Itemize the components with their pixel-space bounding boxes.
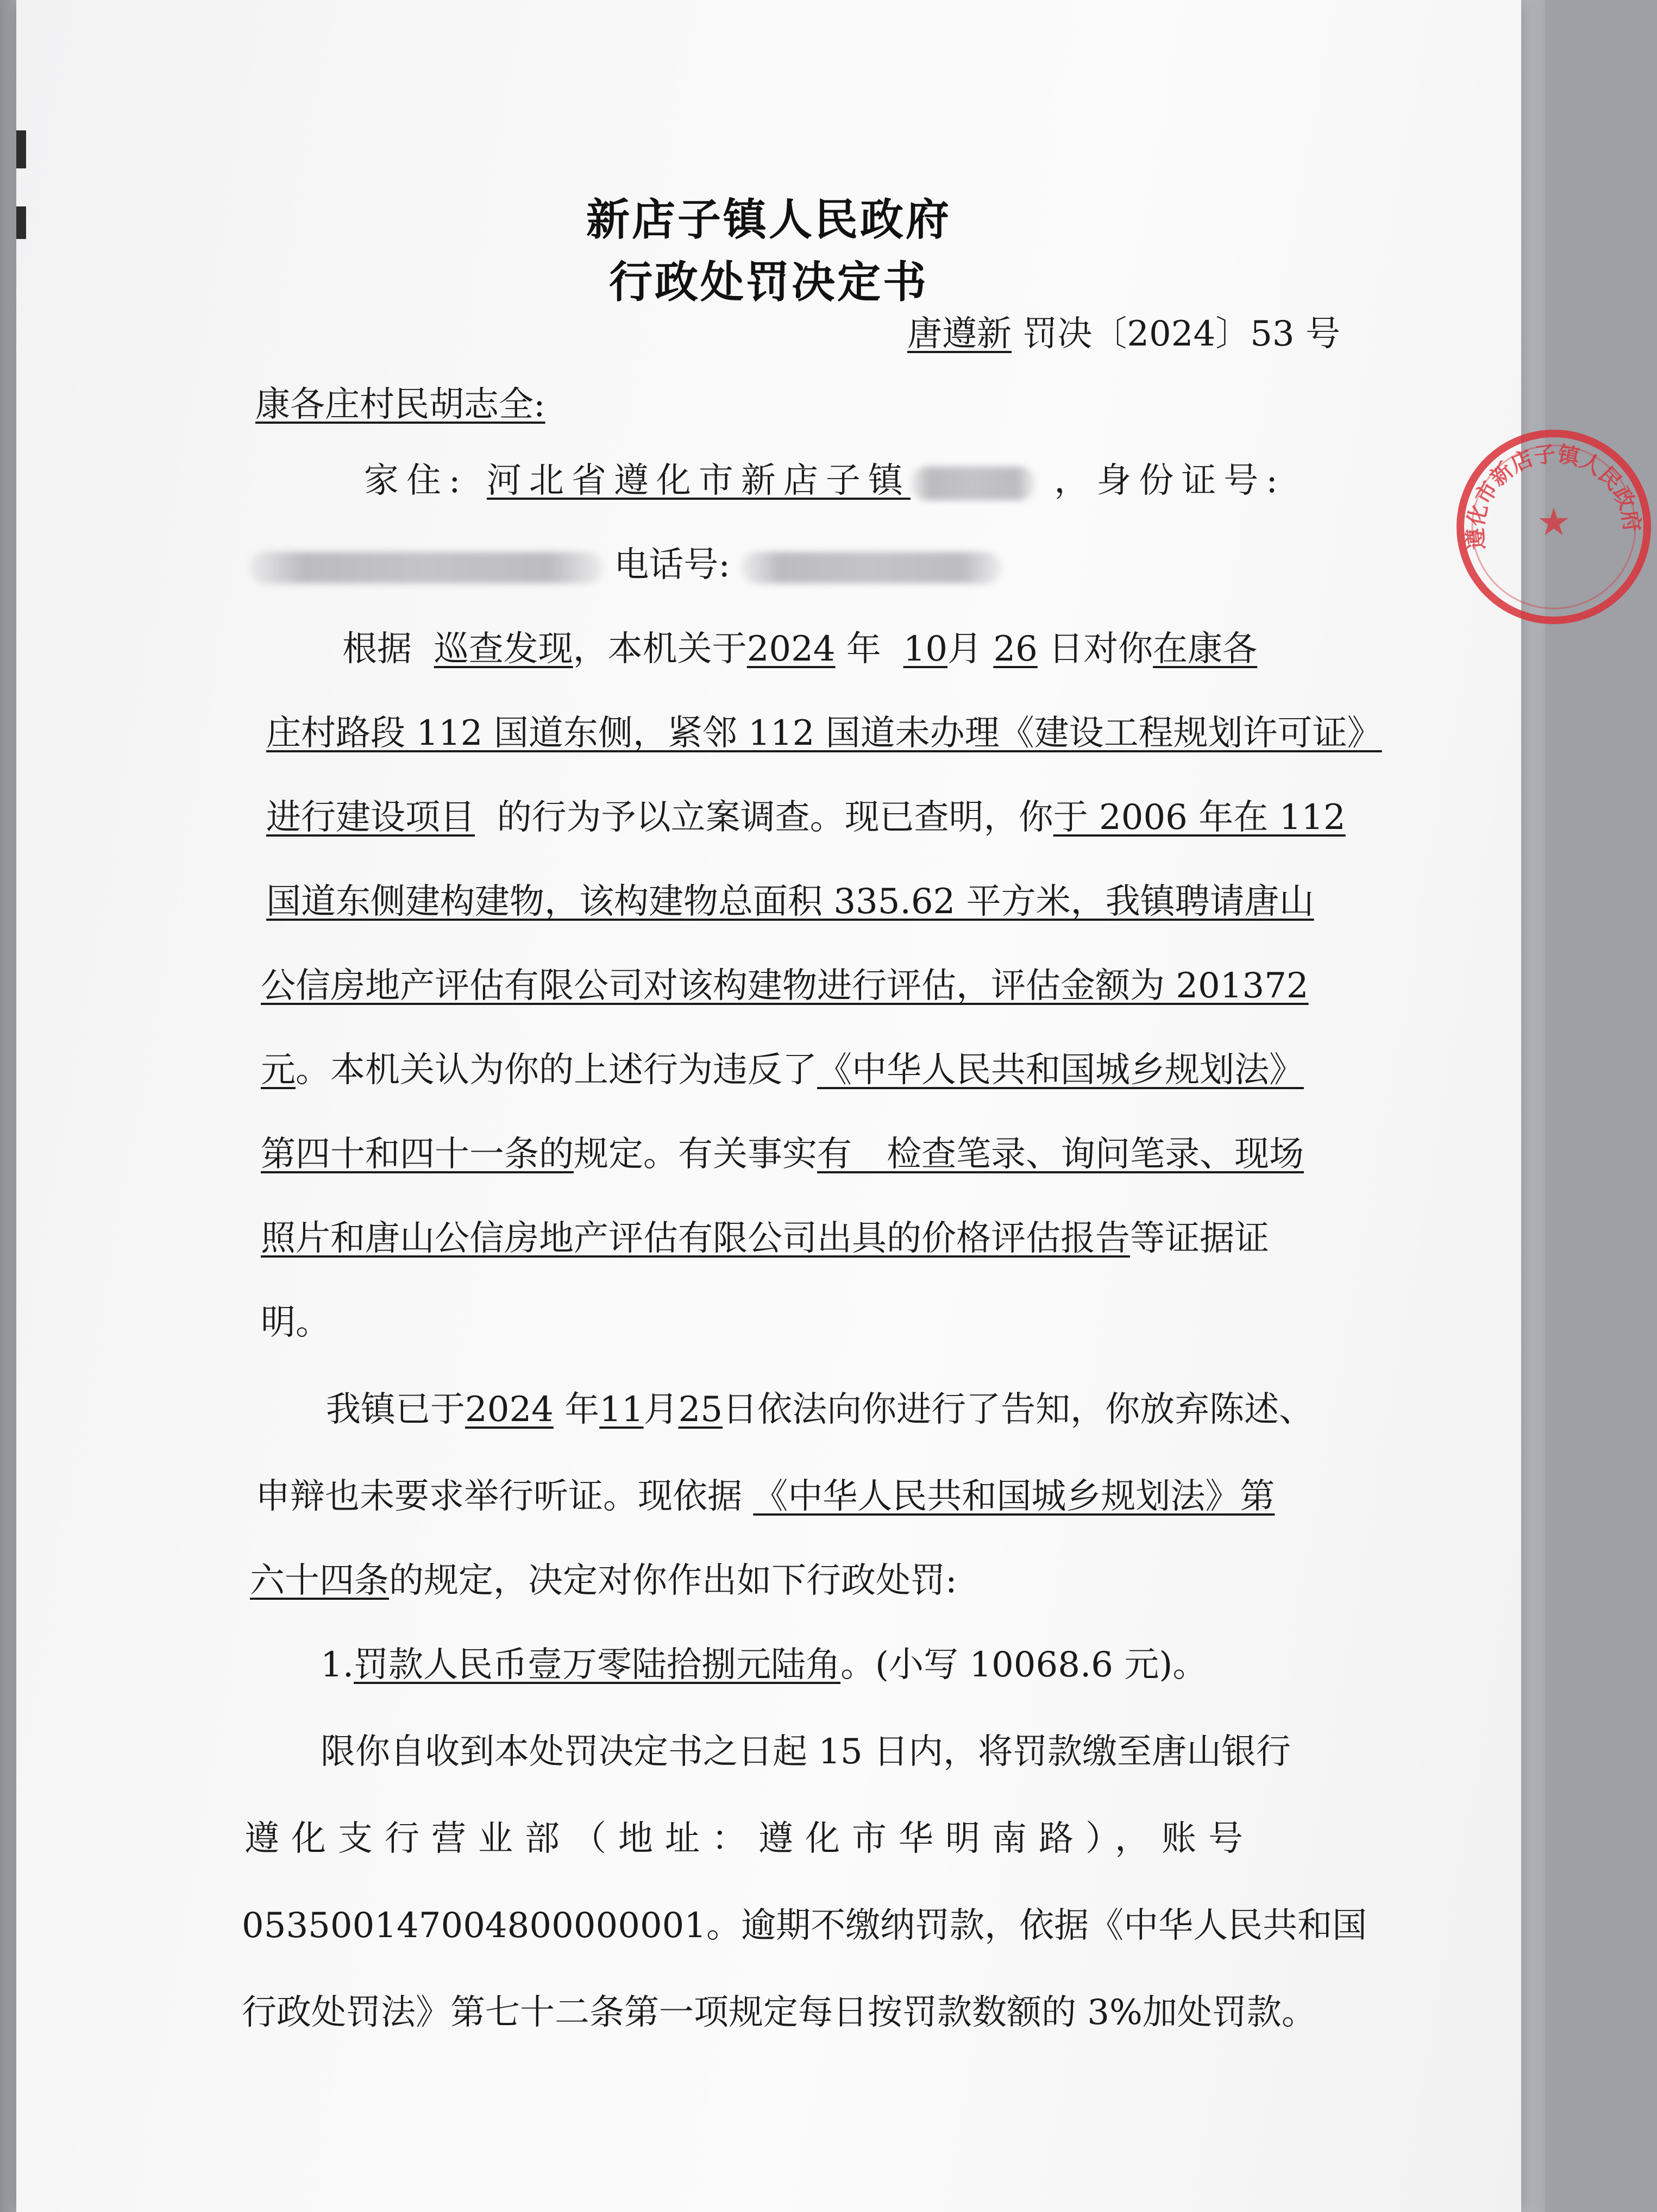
text: 月 — [643, 1390, 679, 1430]
fact-text: 国道东侧建构建物，该构建物总面积 335.62 平方米，我镇聘请唐山 — [266, 882, 1314, 922]
text: 日依法向你进行了告知，你放弃陈述、 — [723, 1390, 1314, 1430]
location-text: 在康各 — [1153, 629, 1258, 669]
official-seal — [1451, 424, 1657, 630]
p2-line3 — [250, 1556, 957, 1605]
text: 申辩也未要求举行听证。现依据 — [255, 1476, 742, 1517]
p1-line8 — [261, 1214, 1269, 1263]
p1-line2 — [266, 709, 1382, 758]
id-phone-line — [250, 541, 1002, 589]
fine-amount-figures: 。(小写 10068.6 元)。 — [840, 1645, 1208, 1685]
p3-line4 — [242, 1988, 1316, 2037]
evidence-text: 照片和唐山公信房地产评估有限公司出具的价格评估报告 — [261, 1218, 1130, 1259]
p3-line1 — [321, 1727, 1291, 1776]
penalty-item-1 — [321, 1641, 1207, 1689]
text: 遵化支行营业部（地址：遵化市华明南路），账号 — [244, 1819, 1255, 1859]
text: 053500147004800000001。逾期不缴纳罚款，依据《中华人民共和国 — [242, 1906, 1367, 1946]
address-value: 河北省遵化市新店子镇 — [486, 461, 911, 501]
phone-label: 电话号: — [614, 545, 730, 585]
id-label: ，身份证号: — [1054, 461, 1285, 501]
item-number: 1. — [321, 1645, 354, 1685]
seal-text: 遵化市新店子镇人民政府 — [1463, 441, 1645, 551]
investigation-source: 巡查发现 — [434, 629, 573, 669]
p1-line9 — [261, 1298, 330, 1347]
year-value: 2024 — [465, 1390, 554, 1430]
fact-text: 公信房地产评估有限公司对该构建物进行评估，评估金额为 201372 — [261, 966, 1309, 1006]
recipient-line — [255, 380, 545, 429]
document-title-line2: 行政处罚决定书 — [609, 256, 928, 307]
day-value: 26 — [993, 629, 1038, 669]
p1-line7 — [261, 1130, 1304, 1179]
fine-amount-words: 罚款人民币壹万零陆拾捌元陆角 — [354, 1645, 841, 1685]
law-name: 《中华人民共和国城乡规划法》第 — [753, 1476, 1275, 1517]
day-value: 25 — [678, 1390, 723, 1430]
text: 日对你 — [1049, 629, 1153, 669]
p1-line3 — [266, 793, 1346, 842]
redacted-address — [911, 467, 1035, 500]
text: 。本机关认为你的上述行为违反了 — [296, 1050, 817, 1090]
redacted-phone — [741, 552, 1002, 583]
p1-line5 — [261, 962, 1309, 1010]
text: 行政处罚法》第七十二条第一项规定每日按罚款数额的 3%加处罚款。 — [242, 1993, 1316, 2033]
address-line — [364, 456, 1285, 505]
p3-line3 — [242, 1901, 1367, 1950]
text: ，本机关于 — [573, 629, 747, 669]
p1-line1 — [342, 625, 1257, 674]
p2-line2 — [255, 1472, 1275, 1521]
month-value: 10 — [903, 629, 948, 669]
text: 年 — [846, 629, 881, 669]
law-articles: 六十四条 — [250, 1561, 389, 1601]
text: 根据 — [342, 629, 412, 669]
fact-text: 于 2006 年在 112 — [1053, 797, 1346, 838]
law-articles: 第四十和四十一条的 — [261, 1134, 574, 1174]
text: 年 — [564, 1390, 600, 1430]
document-number-prefix: 唐遵新 — [907, 314, 1012, 354]
text: 月 — [947, 629, 983, 669]
address-label: 家住: — [364, 461, 468, 501]
recipient-name: 康各庄村民胡志全: — [255, 385, 545, 425]
p1-line6 — [261, 1046, 1304, 1095]
year-value: 2024 — [746, 629, 836, 669]
text: 的行为予以立案调查。现已查明，你 — [497, 797, 1053, 838]
fact-text: 元 — [261, 1050, 296, 1090]
document-page — [16, 0, 1645, 2212]
law-name: 《中华人民共和国城乡规划法》 — [817, 1050, 1304, 1090]
text: 明。 — [261, 1303, 330, 1343]
p2-line1 — [326, 1385, 1314, 1434]
location-text: 庄村路段 112 国道东侧，紧邻 112 国道未办理《建设工程规划许可证》 — [266, 713, 1382, 753]
seal-star-icon: ★ — [1536, 500, 1571, 544]
p1-line4 — [266, 877, 1314, 926]
document-number-suffix: 罚决〔2024〕53 号 — [1022, 314, 1340, 354]
text: 限你自收到本处罚决定书之日起 15 日内，将罚款缴至唐山银行 — [321, 1732, 1291, 1772]
text: 规定。有关事实 — [574, 1134, 817, 1174]
document-number — [907, 310, 1340, 359]
edge-mark — [16, 130, 26, 168]
p3-line2 — [244, 1814, 1255, 1863]
text: 等证据证 — [1130, 1218, 1269, 1259]
document-title-line1: 新店子镇人民政府 — [586, 194, 951, 245]
text: 的规定，决定对你作出如下行政处罚: — [389, 1561, 957, 1601]
month-value: 11 — [599, 1390, 644, 1430]
evidence-text: 有 检查笔录、询问笔录、现场 — [817, 1134, 1304, 1174]
text: 我镇已于 — [326, 1390, 465, 1430]
violation-text: 进行建设项目 — [266, 797, 475, 838]
redacted-id-number — [250, 552, 603, 583]
